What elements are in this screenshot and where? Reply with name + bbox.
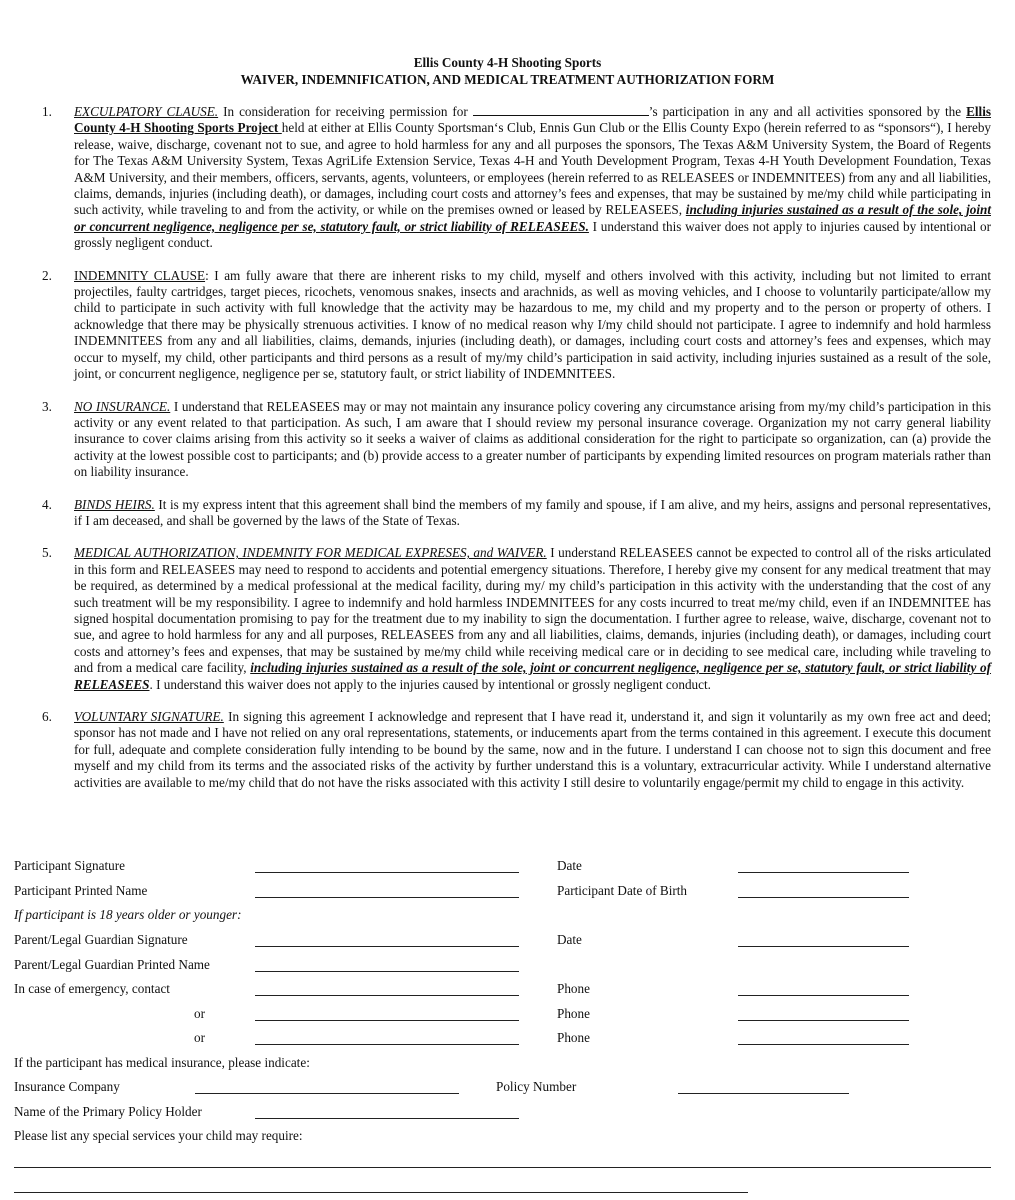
guardian-date-line[interactable] [738, 946, 909, 947]
form-title-org: Ellis County 4-H Shooting Sports [413, 55, 602, 70]
clause-number: 1. [42, 104, 52, 119]
clause-heading: BINDS HEIRS. [74, 496, 155, 512]
clause-heading: MEDICAL AUTHORIZATION, INDEMNITY FOR MEDICAL EXPRESES, and WAIVER. [74, 545, 547, 561]
clause-text: held at either at Ellis County Sportsman‘s Club, Ennis Gun Club or the Ellis County Expo (herein referred to as “sponsors“), I hereby release, waive, discharge, covenant not to sue, and agree to hold harmless for any and all purposes the sponsors, The Texas A&M University System, the Board of Regents for The Texas A&M University System, Texas AgriLife Extension Service, Texas 4-H and Youth Development Program, Texas 4-H Youth Development Foundation, Texas A&M University, and their members, officers, servants, agents, volunteers, or employees (herein referred to as RELEASEES or INDEMNITEES) from any and all liabilities, claims, demands, injuries (including death), or damages, including court costs and attorney’s fees and expenses, that may be sustained by me/my child while participating in such activity, while traveling to and from the activity, or while on the premises owned or leased by RELEASEES, [74, 120, 992, 218]
clause-binds-heirs [14, 497, 991, 530]
clause-text: ’s participation in any and all activities sponsored by the [648, 104, 967, 119]
participant-printed-name-label: Participant Printed Name [14, 883, 148, 898]
policy-number-label: Policy Number [496, 1079, 577, 1094]
special-services-line-1[interactable] [14, 1167, 991, 1168]
clause-text: In signing this agreement I acknowledge and represent that I have read it, understand it, and sign it voluntarily as my own free act and deed; sponsor has not made and I have not relied on any oral representations, statements, or inducements apart from the terms contained in this agreement. I execute this document for full, adequate and complete consideration fully intending to be bound by the same, now and in the future. I understand I can choose not to sign this document and free myself and my child from its terms and the associated risks of the activity by further understand this is a voluntary, extracurricular activity. While I understand alternative activities are available to me/my child that do not have the risks associated with this activity I still desire to voluntarily engage/permit my child to engage in this activity. [74, 709, 991, 790]
clause-number: 4. [42, 496, 52, 512]
clause-exculpatory [14, 104, 991, 252]
participant-signature-label: Participant Signature [14, 858, 125, 873]
clause-heading: NO INSURANCE. [74, 398, 171, 414]
clause-text: : I am fully aware that there are inherent risks to my child, myself and others involved with this activity, including but not limited to errant projectiles, faulty cartridges, target pieces, ricochets, venomous snakes, insects and arachnids, as well as moving vehicles, and I choose to voluntarily participate/allow my child to participate in such activity with full knowledge that the activity may be hazardous to me, my child and my property and to the person or property of others. I acknowledge that there may be physically strenuous activities. I know of no medical reason why I/my child should not participate. I agree to indemnify and hold harmless INDEMNITEES from any and all liabilities, claims, demands, injuries (including death), or damages, including court costs and attorney’s fees and expenses, which may occur to myself, my child, other participants and third persons as a result of my/my child’s participation in said activity, including injuries sustained as a result of the sole, joint, or concurrent negligence, negligence per se, statutory fault, or strict liability of INDEMNITEES. [74, 267, 991, 382]
clause-emphasis: including injuries sustained as a result of the sole, joint or concurrent negligence, negligence per se, statutory fault, or strict liability of RELEASEES. [74, 202, 991, 234]
emergency-contact-line-1[interactable] [255, 995, 519, 996]
insurance-company-label: Insurance Company [14, 1079, 120, 1094]
clause-text: I understand this waiver does not apply to injuries caused by intentional or grossly negligent conduct. [74, 218, 991, 251]
clause-heading: EXCULPATORY CLAUSE. [74, 104, 219, 119]
clause-number: 6. [42, 709, 52, 724]
guardian-date-label: Date [557, 932, 582, 947]
guardian-note: If participant is 18 years older or younger: [14, 907, 242, 922]
participant-dob-line[interactable] [738, 897, 909, 898]
clause-text: . I understand this waiver does not apply to the injuries caused by intentional or grossly negligent conduct. [149, 676, 711, 692]
or-label: or [194, 1006, 205, 1021]
project-name: Ellis County 4-H Shooting Sports Project [74, 104, 992, 136]
participant-printed-name-line[interactable] [255, 897, 519, 898]
primary-holder-line[interactable] [255, 1118, 519, 1119]
policy-number-line[interactable] [678, 1093, 849, 1094]
special-services-label: Please list any special services your child may require: [14, 1128, 303, 1143]
phone-line-3[interactable] [738, 1044, 909, 1045]
phone-label: Phone [557, 981, 590, 996]
insurance-company-line[interactable] [195, 1093, 459, 1094]
clause-emphasis: including injuries sustained as a result of the sole, joint or concurrent negligence, negligence per se, statutory fault, or strict liability of RELEASEES [74, 660, 992, 692]
phone-label: Phone [557, 1030, 590, 1045]
clause-medical [14, 545, 991, 693]
clause-indemnity [14, 268, 991, 383]
clause-heading: INDEMNITY CLAUSE [74, 267, 206, 283]
guardian-signature-line[interactable] [255, 946, 519, 947]
clause-text: I understand RELEASEES cannot be expected to control all of the risks articulated in this form and RELEASEES may need to respond to accidents and potential emergency situations. Therefore, I hereby give my consent for any medical treatment that may be required, as determined by a medical professional at the medical facility, during my/ my child’s participation in this activity with the understanding that the cost of any such treatment will be my responsibility. I agree to indemnify and hold harmless INDEMNITEES for any costs incurred to treat me/my child, even if an INDEMNITEE has signed hospital documentation promising to pay for the treatment due to my inability to sign the documentation. I further agree to release, waive, discharge, covenant not to sue, and agree to hold harmless for any and all purposes, RELEASEES from any and all liabilities, claims, demands, injuries (including death), or damages, including court costs and attorney’s fees and expenses, that may be sustained by me/my child while receiving medical care or in deciding to see medical care, including while traveling to and from a medical care facility, [74, 545, 991, 676]
participant-signature-line[interactable] [255, 872, 519, 873]
guardian-printed-name-label: Parent/Legal Guardian Printed Name [14, 957, 210, 972]
guardian-signature-label: Parent/Legal Guardian Signature [14, 932, 188, 947]
clause-no-insurance [14, 399, 991, 481]
insurance-prompt: If the participant has medical insurance, please indicate: [14, 1055, 310, 1070]
participant-dob-label: Participant Date of Birth [557, 883, 688, 898]
clause-voluntary-signature [14, 709, 991, 791]
clause-number: 5. [42, 545, 52, 561]
clause-text: It is my express intent that this agreement shall bind the members of my family and spouse, if I am alive, and my heirs, assigns and personal representatives, if I am deceased, and shall be governed by the laws of the State of Texas. [74, 496, 991, 528]
phone-line-1[interactable] [738, 995, 909, 996]
emergency-contact-label: In case of emergency, contact [14, 981, 170, 996]
clause-heading: VOLUNTARY SIGNATURE. [74, 709, 224, 724]
clause-list [14, 104, 991, 807]
form-title: WAIVER, INDEMNIFICATION, AND MEDICAL TREATMENT AUTHORIZATION FORM [240, 72, 775, 87]
clause-text: In consideration for receiving permission for [218, 104, 473, 119]
clause-number: 2. [42, 267, 52, 283]
clause-number: 3. [42, 398, 52, 414]
date-label: Date [557, 858, 582, 873]
emergency-contact-line-2[interactable] [255, 1020, 519, 1021]
special-services-line-2[interactable] [14, 1192, 748, 1193]
participant-name-blank[interactable] [473, 104, 649, 116]
primary-holder-label: Name of the Primary Policy Holder [14, 1104, 202, 1119]
clause-text: I understand that RELEASEES may or may not maintain any insurance policy covering any circumstance arising from my/my child’s participation in this activity or any event related to that participation. As such, I am aware that I should review my personal insurance coverage. Organization my not carry general liability insurance to cover claims arising from this activity so it seeks a waiver of claims as additional consideration for the right to participate so organization, can (a) provide the activity at the lowest possible cost to participants; and (b) provide access to a greater number of participants by expending limited resources on program materials rather than on liability insurance. [74, 398, 991, 480]
guardian-printed-name-line[interactable] [255, 971, 519, 972]
phone-line-2[interactable] [738, 1020, 909, 1021]
emergency-contact-line-3[interactable] [255, 1044, 519, 1045]
phone-label: Phone [557, 1006, 590, 1021]
participant-date-line[interactable] [738, 872, 909, 873]
or-label: or [194, 1030, 205, 1045]
